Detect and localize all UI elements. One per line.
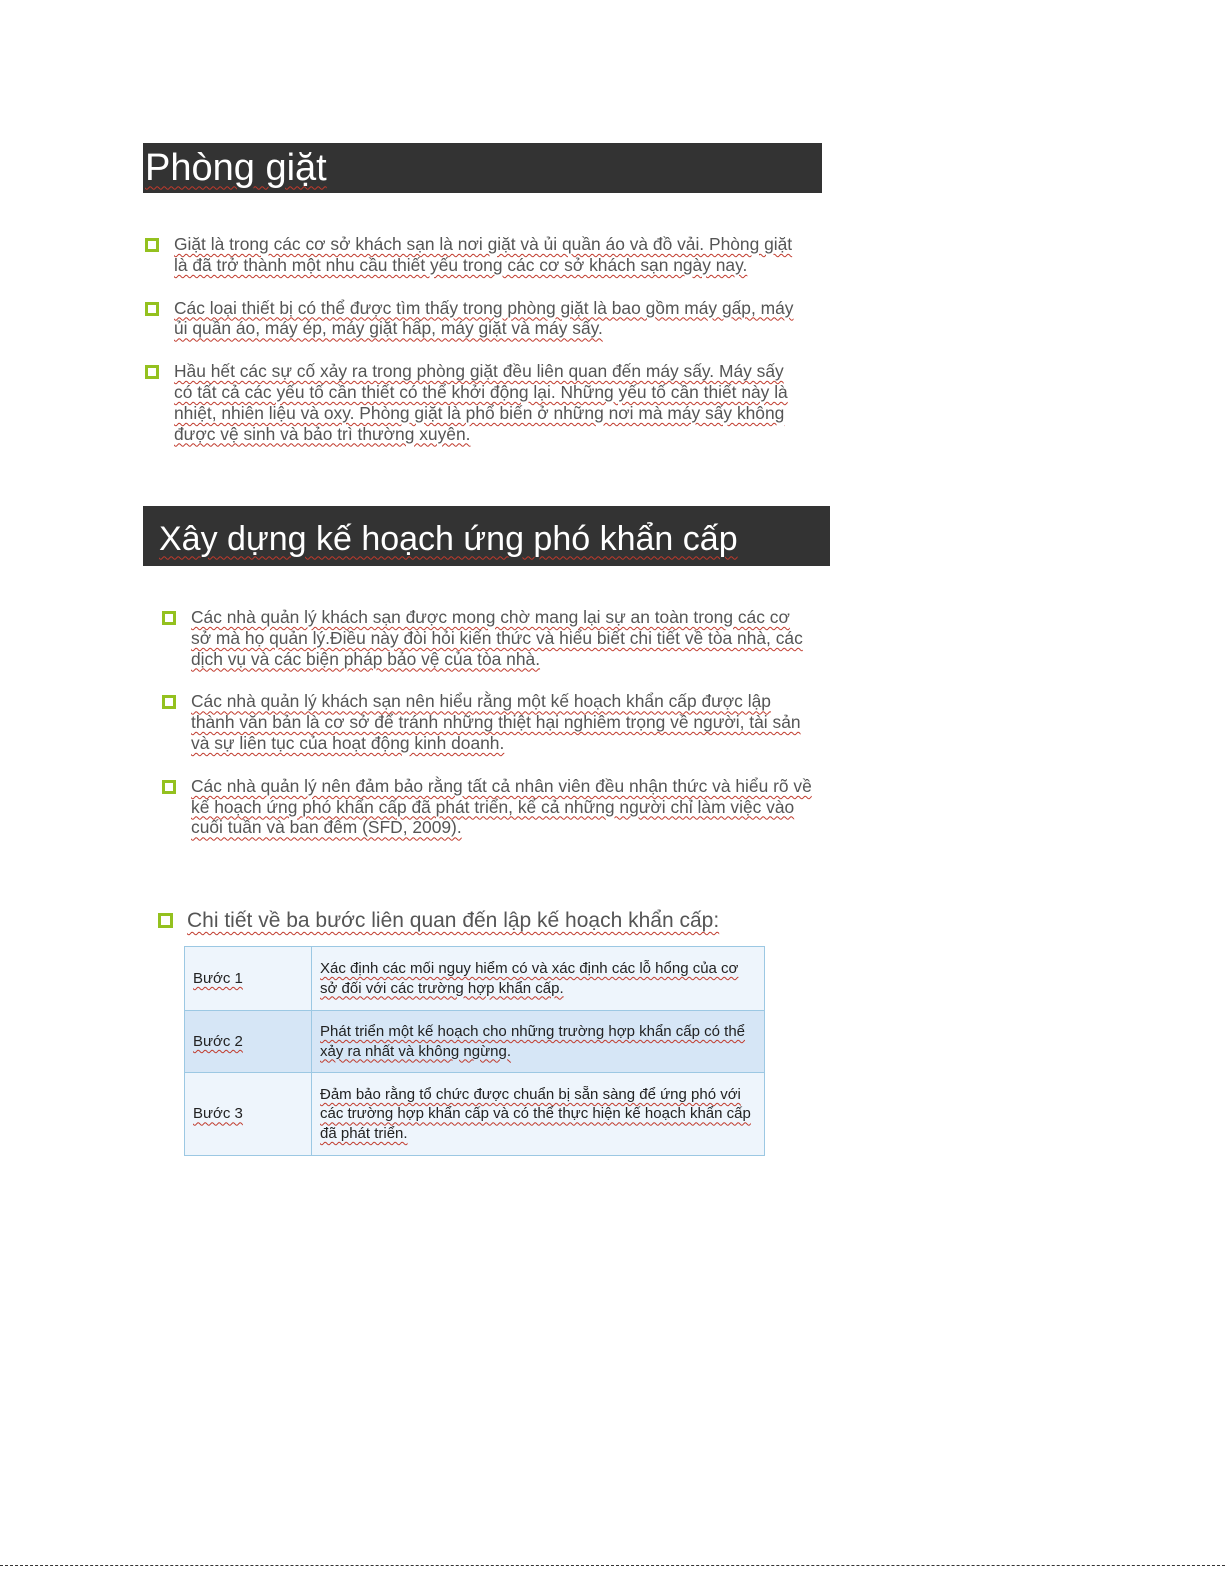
step-label-cell (185, 1011, 312, 1073)
bullet-text: Hầu hết các sự cố xảy ra trong phòng giặt đều liên quan đến máy sấy. Máy sấy có tất cả các yếu tố cần thiết có thể khởi động lại. Những yếu tố cần thiết này là nhiệt, nhiên liệu và oxy. Phòng giặt là phổ biến ở những nơi mà máy sấy không được vệ sinh và bảo trì thường xuyên. (174, 361, 788, 444)
steps-table (184, 946, 765, 1156)
section-title-emergency-plan (143, 506, 830, 566)
list-item (145, 234, 795, 276)
steps-heading (158, 908, 887, 934)
step-label: Bước 2 (193, 1032, 243, 1050)
bullet-text: Các nhà quản lý khách sạn được mong chờ mang lại sự an toàn trong các cơ sở mà họ quản lý.Điều này đòi hỏi kiến thức và hiểu biết chi tiết về tòa nhà, các dịch vụ và các biện pháp bảo vệ của tòa nhà. (191, 607, 803, 669)
list-item (162, 776, 812, 838)
list-item (145, 298, 795, 340)
list-item (145, 361, 795, 444)
square-bullet-icon (145, 365, 159, 379)
square-bullet-icon (162, 695, 176, 709)
step-label-cell (185, 1073, 312, 1156)
square-bullet-icon (145, 302, 159, 316)
laundry-bullet-list (145, 234, 795, 466)
bullet-text: Giặt là trong các cơ sở khách sạn là nơi giặt và ủi quần áo và đồ vải. Phòng giặt là đã trở thành một nhu cầu thiết yếu trong các cơ sở khách sạn ngày nay. (174, 234, 793, 275)
step-label-cell (185, 947, 312, 1011)
list-item (162, 691, 812, 753)
bullet-text: Các nhà quản lý khách sạn nên hiểu rằng một kế hoạch khẩn cấp được lập thành văn bản là cơ sở để tránh những thiệt hại nghiêm trọng về người, tài sản và sự liên tục của hoạt động kinh doanh. (191, 691, 801, 753)
section-title-text: Phòng giặt (145, 146, 327, 189)
table-row (185, 1073, 765, 1156)
table-row (185, 947, 765, 1011)
step-description-cell (312, 1011, 765, 1073)
step-label: Bước 3 (193, 1105, 243, 1123)
page-bottom-divider (0, 1565, 1225, 1566)
step-description-cell (312, 947, 765, 1011)
bullet-text: Các nhà quản lý nên đảm bảo rằng tất cả nhân viên đều nhận thức và hiểu rõ về kế hoạch ứng phó khẩn cấp đã phát triển, kể cả những người chỉ làm việc vào cuối tuần và ban đêm (SFD, 2009). (191, 775, 812, 838)
square-bullet-icon (162, 780, 176, 794)
steps-heading-text: Chi tiết về ba bước liên quan đến lập kế hoạch khẩn cấp: (187, 909, 720, 932)
step-description: Phát triển một kế hoạch cho những trường hợp khẩn cấp có thể xảy ra nhất và không ngừng. (320, 1023, 746, 1060)
list-item (162, 607, 812, 669)
step-description-cell (312, 1073, 765, 1156)
square-bullet-icon (162, 611, 176, 625)
step-label: Bước 1 (193, 969, 243, 987)
emergency-bullet-list (162, 607, 812, 860)
bullet-text: Các loại thiết bị có thể được tìm thấy trong phòng giặt là bao gồm máy gấp, máy ủi quần áo, máy ép, máy giặt hấp, máy giặt và máy sấy. (174, 297, 794, 339)
section-title-text: Xây dựng kế hoạch ứng phó khẩn cấp (159, 519, 738, 558)
step-description: Xác định các mối nguy hiểm có và xác định các lỗ hổng của cơ sở đối với các trường hợp khẩn cấp. (320, 960, 739, 997)
square-bullet-icon (145, 238, 159, 252)
table-row (185, 1011, 765, 1073)
section-title-laundry (143, 143, 822, 193)
square-bullet-icon (158, 913, 173, 928)
step-description: Đảm bảo rằng tổ chức được chuẩn bị sẵn sàng để ứng phó với các trường hợp khẩn cấp và có thể thực hiện kế hoạch khẩn cấp đã phát triển. (320, 1085, 751, 1142)
